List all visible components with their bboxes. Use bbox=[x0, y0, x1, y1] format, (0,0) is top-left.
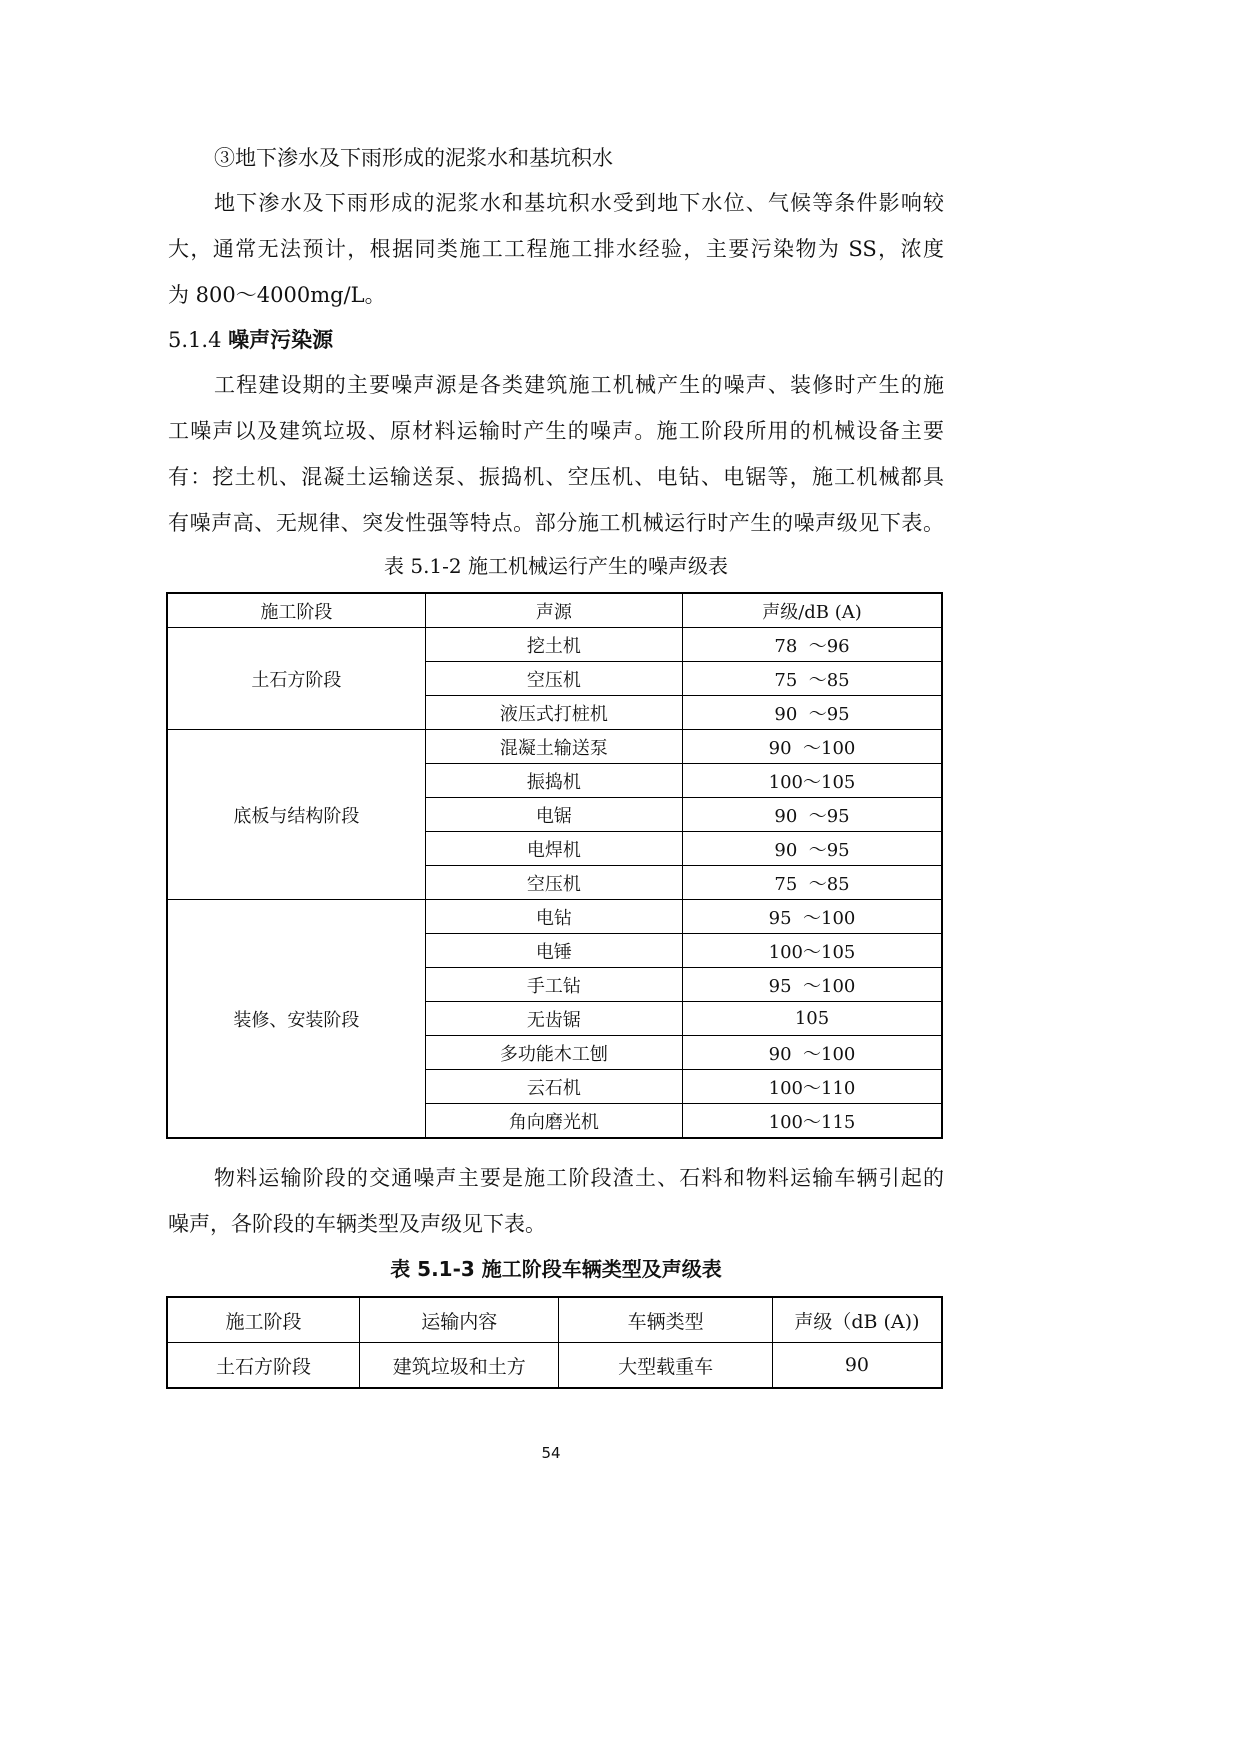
section-title: 噪声污染源 bbox=[228, 328, 334, 352]
table-caption: 表 5.1-2 施工机械运行产生的噪声级表 bbox=[383, 554, 728, 578]
paragraph-line: 有噪声高、无规律、突发性强等特点。部分施工机械运行时产生的噪声级见下表。 bbox=[168, 511, 944, 535]
source-cell: 电锤 bbox=[425, 934, 682, 968]
level-cell: 100～110 bbox=[683, 1070, 942, 1104]
table-cell: 大型载重车 bbox=[559, 1343, 772, 1389]
level-cell: 95 ～100 bbox=[683, 900, 942, 934]
noise-table-body bbox=[167, 593, 942, 1138]
stage-cell: 装修、安装阶段 bbox=[167, 900, 425, 1139]
table-cell: 90 bbox=[772, 1343, 942, 1389]
source-cell: 液压式打桩机 bbox=[425, 696, 682, 730]
paragraph-line: 地下渗水及下雨形成的泥浆水和基坑积水受到地下水位、气候等条件影响较 bbox=[214, 191, 944, 215]
column-header: 运输内容 bbox=[359, 1297, 558, 1343]
source-cell: 无齿锯 bbox=[425, 1002, 682, 1036]
paragraph-line: 有：挖土机、混凝土运输送泵、振捣机、空压机、电钻、电锯等，施工机械都具 bbox=[168, 465, 944, 489]
level-cell: 75 ～85 bbox=[683, 866, 942, 900]
source-cell: 振捣机 bbox=[425, 764, 682, 798]
column-header: 施工阶段 bbox=[167, 593, 425, 628]
section-heading bbox=[168, 325, 944, 355]
noise-level-table bbox=[166, 592, 943, 1139]
paragraph-line: 噪声，各阶段的车辆类型及声级见下表。 bbox=[168, 1212, 546, 1236]
level-cell: 100～105 bbox=[683, 934, 942, 968]
source-cell: 云石机 bbox=[425, 1070, 682, 1104]
paragraph-line: 物料运输阶段的交通噪声主要是施工阶段渣土、石料和物料运输车辆引起的 bbox=[214, 1166, 944, 1190]
level-cell: 90 ～100 bbox=[683, 1036, 942, 1070]
column-header: 声级/dB (A) bbox=[683, 593, 942, 628]
source-cell: 电锯 bbox=[425, 798, 682, 832]
page-number: 54 bbox=[541, 1444, 561, 1462]
table-cell: 土石方阶段 bbox=[167, 1343, 359, 1389]
source-cell: 多功能木工刨 bbox=[425, 1036, 682, 1070]
paragraph-line: 为 800～4000mg/L。 bbox=[168, 283, 386, 307]
subsection-title: ③地下渗水及下雨形成的泥浆水和基坑积水 bbox=[214, 146, 613, 170]
stage-cell: 土石方阶段 bbox=[167, 628, 425, 730]
level-cell: 105 bbox=[683, 1002, 942, 1036]
level-cell: 100～115 bbox=[683, 1104, 942, 1139]
level-cell: 95 ～100 bbox=[683, 968, 942, 1002]
paragraph-line: 大，通常无法预计，根据同类施工工程施工排水经验，主要污染物为 SS，浓度 bbox=[168, 237, 944, 261]
vehicle-table-body bbox=[167, 1297, 942, 1388]
level-cell: 90 ～95 bbox=[683, 832, 942, 866]
table-row bbox=[167, 900, 942, 934]
level-cell: 90 ～95 bbox=[683, 696, 942, 730]
source-cell: 手工钻 bbox=[425, 968, 682, 1002]
table-header-row bbox=[167, 593, 942, 628]
source-cell: 角向磨光机 bbox=[425, 1104, 682, 1139]
table-cell: 建筑垃圾和土方 bbox=[359, 1343, 558, 1389]
table-caption: 表 5.1-3 施工阶段车辆类型及声级表 bbox=[390, 1257, 722, 1281]
level-cell: 90 ～95 bbox=[683, 798, 942, 832]
table-row bbox=[167, 628, 942, 662]
stage-cell: 底板与结构阶段 bbox=[167, 730, 425, 900]
level-cell: 75 ～85 bbox=[683, 662, 942, 696]
table-header-row bbox=[167, 1297, 942, 1343]
level-cell: 78 ～96 bbox=[683, 628, 942, 662]
source-cell: 空压机 bbox=[425, 662, 682, 696]
column-header: 声源 bbox=[425, 593, 682, 628]
source-cell: 电焊机 bbox=[425, 832, 682, 866]
vehicle-noise-table bbox=[166, 1296, 943, 1389]
level-cell: 90 ～100 bbox=[683, 730, 942, 764]
paragraph-line: 工程建设期的主要噪声源是各类建筑施工机械产生的噪声、装修时产生的施 bbox=[214, 373, 944, 397]
column-header: 车辆类型 bbox=[559, 1297, 772, 1343]
table-row bbox=[167, 1343, 942, 1389]
section-number: 5.1.4 bbox=[168, 328, 222, 352]
source-cell: 混凝土输送泵 bbox=[425, 730, 682, 764]
level-cell: 100～105 bbox=[683, 764, 942, 798]
column-header: 施工阶段 bbox=[167, 1297, 359, 1343]
source-cell: 挖土机 bbox=[425, 628, 682, 662]
source-cell: 空压机 bbox=[425, 866, 682, 900]
column-header: 声级（dB (A)) bbox=[772, 1297, 942, 1343]
table-row bbox=[167, 730, 942, 764]
source-cell: 电钻 bbox=[425, 900, 682, 934]
paragraph-line: 工噪声以及建筑垃圾、原材料运输时产生的噪声。施工阶段所用的机械设备主要 bbox=[168, 419, 944, 443]
